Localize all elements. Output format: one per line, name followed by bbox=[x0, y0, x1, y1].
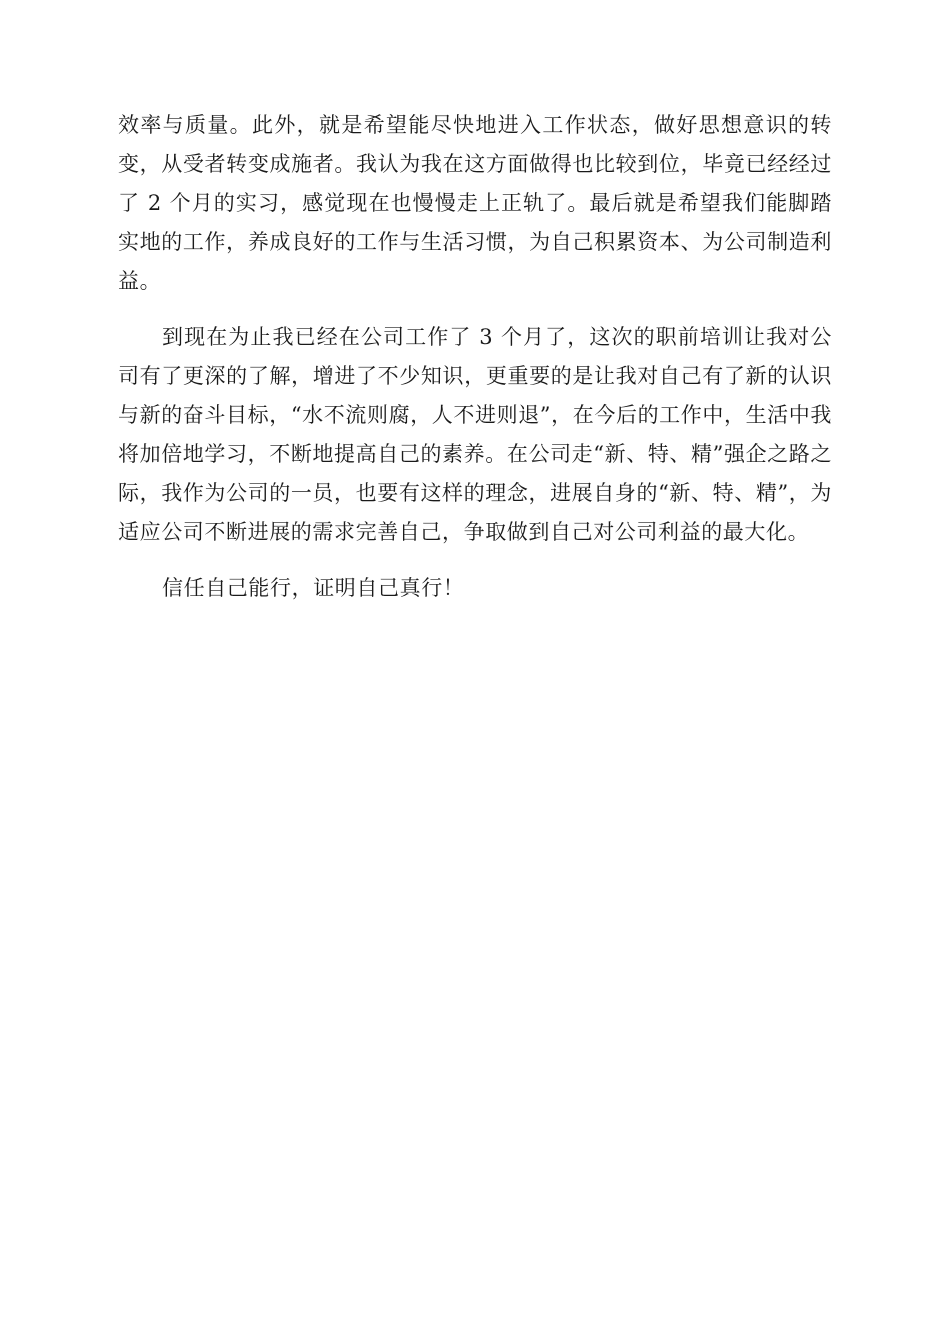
paragraph-closing-motto: 信任自己能行，证明自己真行！ bbox=[162, 576, 465, 600]
paragraph-continuation: 效率与质量。此外，就是希望能尽快地进入工作状态，做好思想意识的转变，从受者转变成施者。我认为我在这方面做得也比较到位，毕竟已经经过了 2 个月的实习，感觉现在也慢慢走上正轨了。最后就是希望我们能脚踏实地的工作，养成良好的工作与生活习惯，为自己积累资本、为公司制造利益。 bbox=[118, 113, 832, 293]
paragraph-training-reflection: 到现在为止我已经在公司工作了 3 个月了，这次的职前培训让我对公司有了更深的了解，增进了不少知识，更重要的是让我对自己有了新的认识与新的奋斗目标，“水不流则腐，人不进则退”，在今后的工作中，生活中我将加倍地学习，不断地提高自己的素养。在公司走“新、特、精”强企之路之际，我作为公司的一员，也要有这样的理念，进展自身的“新、特、精”，为适应公司不断进展的需求完善自己，争取做到自己对公司利益的最大化。 bbox=[118, 325, 832, 544]
